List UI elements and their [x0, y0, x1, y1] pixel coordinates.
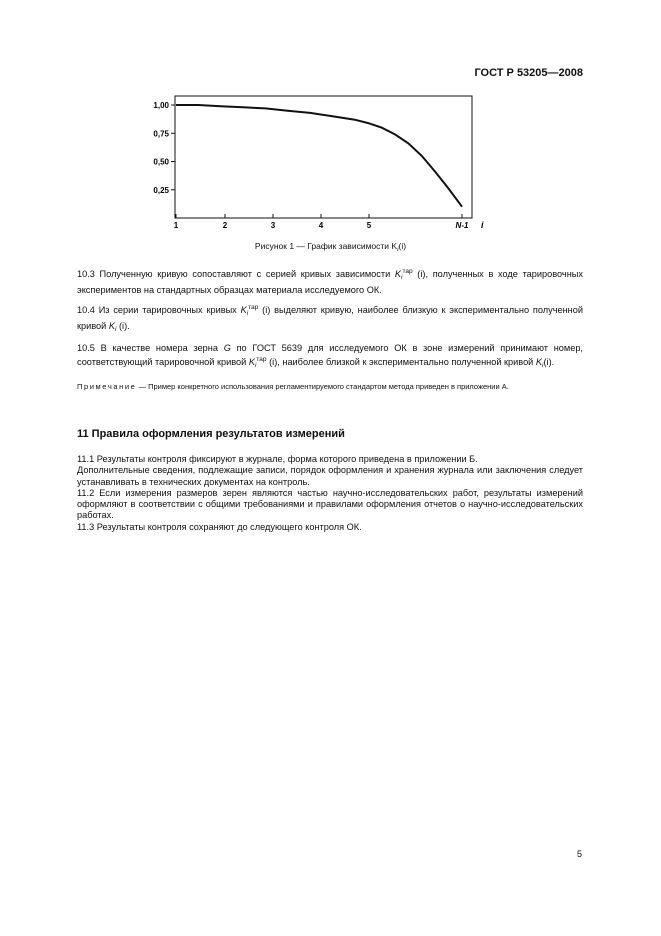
p10-5-b: по ГОСТ 5639 для исследуемого ОК в зоне измерений принимают номер, соответствующий тарировочной кривой — [77, 343, 583, 367]
p10-3-sup: тар — [402, 268, 413, 275]
section-title: 11 Правила оформления результатов измерений — [77, 428, 345, 440]
x-tick-label: 1 — [173, 221, 179, 230]
y-tick-label: 0,75 — [153, 129, 169, 139]
paragraph-11-2: 11.2 Если измерения размеров зерен являются частью научно-исследовательских работ, результаты измерений оформляют в соответствии с общими требованиями и правилами оформления отчетов о научно-исследовательских работах. — [77, 487, 583, 521]
dependency-chart — [140, 88, 490, 238]
x-axis-symbol: i — [481, 220, 484, 230]
p10-4-sup: тар — [248, 304, 259, 311]
p10-3-k: K — [394, 269, 402, 279]
p10-5-d: (i). — [543, 357, 555, 367]
x-tick-label: 5 — [366, 221, 372, 230]
note-text: — Пример конкретного использования регламентируемого стандартом метода приведен в приложении А. — [136, 382, 509, 391]
paragraph-11-1: 11.1 Результаты контроля фиксируют в журнале, форма которого приведена в приложении Б. — [77, 454, 478, 464]
paragraph-10-5 — [77, 342, 583, 372]
x-tick-label: N-1 — [455, 221, 469, 230]
x-tick-label: 2 — [222, 221, 228, 230]
main-text — [77, 266, 583, 392]
paragraph-10-3 — [77, 266, 583, 296]
p10-3-a: 10.3 Полученную кривую сопоставляют с серией кривых зависимости — [77, 269, 395, 279]
series-curve — [176, 105, 462, 207]
page-number: 5 — [576, 849, 582, 859]
p10-4-b: (i) выделяют кривую, наиболее близкую к экспериментально полученной кривой — [77, 305, 583, 331]
y-tick-label: 0,25 — [153, 185, 169, 195]
caption-sub: i — [397, 246, 399, 253]
p10-5-k: K — [248, 357, 255, 367]
x-tick-label: 4 — [318, 221, 324, 230]
p10-5-g: G — [223, 343, 231, 353]
p10-4-k: K — [240, 305, 247, 315]
p10-5-sub: i — [254, 362, 257, 369]
x-tick-label: 3 — [270, 221, 276, 230]
p10-3-sub: i — [401, 274, 403, 281]
p10-4-k2: K — [108, 321, 115, 331]
p10-4-a: 10.4 Из серии тарировочных кривых — [77, 305, 241, 315]
p10-5-k2: K — [535, 357, 543, 367]
paragraph-11-1-extra: Дополнительные сведения, подлежащие записи, порядок оформления и хранения журнала или заключения следует устанавливать в технических документах на контроль. — [77, 465, 583, 487]
y-tick-label: 1,00 — [153, 101, 169, 111]
section-11-text — [77, 454, 583, 533]
note — [77, 382, 583, 392]
caption-text: Рисунок 1 — График зависимости K — [254, 241, 398, 251]
p10-3-b: (i), полученных в ходе тарировочных экспериментов на стандартных образцах материала исследуемого ОК. — [77, 269, 583, 295]
p10-4-c: (i). — [116, 321, 130, 331]
p10-4-sub: i — [246, 310, 249, 317]
figure-caption — [0, 241, 661, 253]
y-ticks — [153, 101, 175, 195]
p10-5-a: 10.5 В качестве номера зерна — [77, 343, 224, 353]
p10-5-sub2: i — [542, 362, 544, 369]
p10-4-sub2: i — [114, 326, 117, 333]
paragraph-11-3: 11.3 Результаты контроля сохраняют до следующего контроля ОК. — [77, 521, 362, 532]
paragraph-10-4 — [77, 302, 583, 336]
note-label: Примечание — [77, 382, 137, 391]
document-header: ГОСТ Р 53205—2008 — [474, 67, 583, 79]
p10-5-c: (i), наиболее близкой к экспериментально полученной кривой — [266, 357, 536, 367]
x-ticks — [174, 214, 469, 230]
y-tick-label: 0,50 — [153, 157, 169, 167]
caption-tail: (i) — [398, 241, 407, 251]
p10-5-sup: тар — [256, 356, 267, 363]
